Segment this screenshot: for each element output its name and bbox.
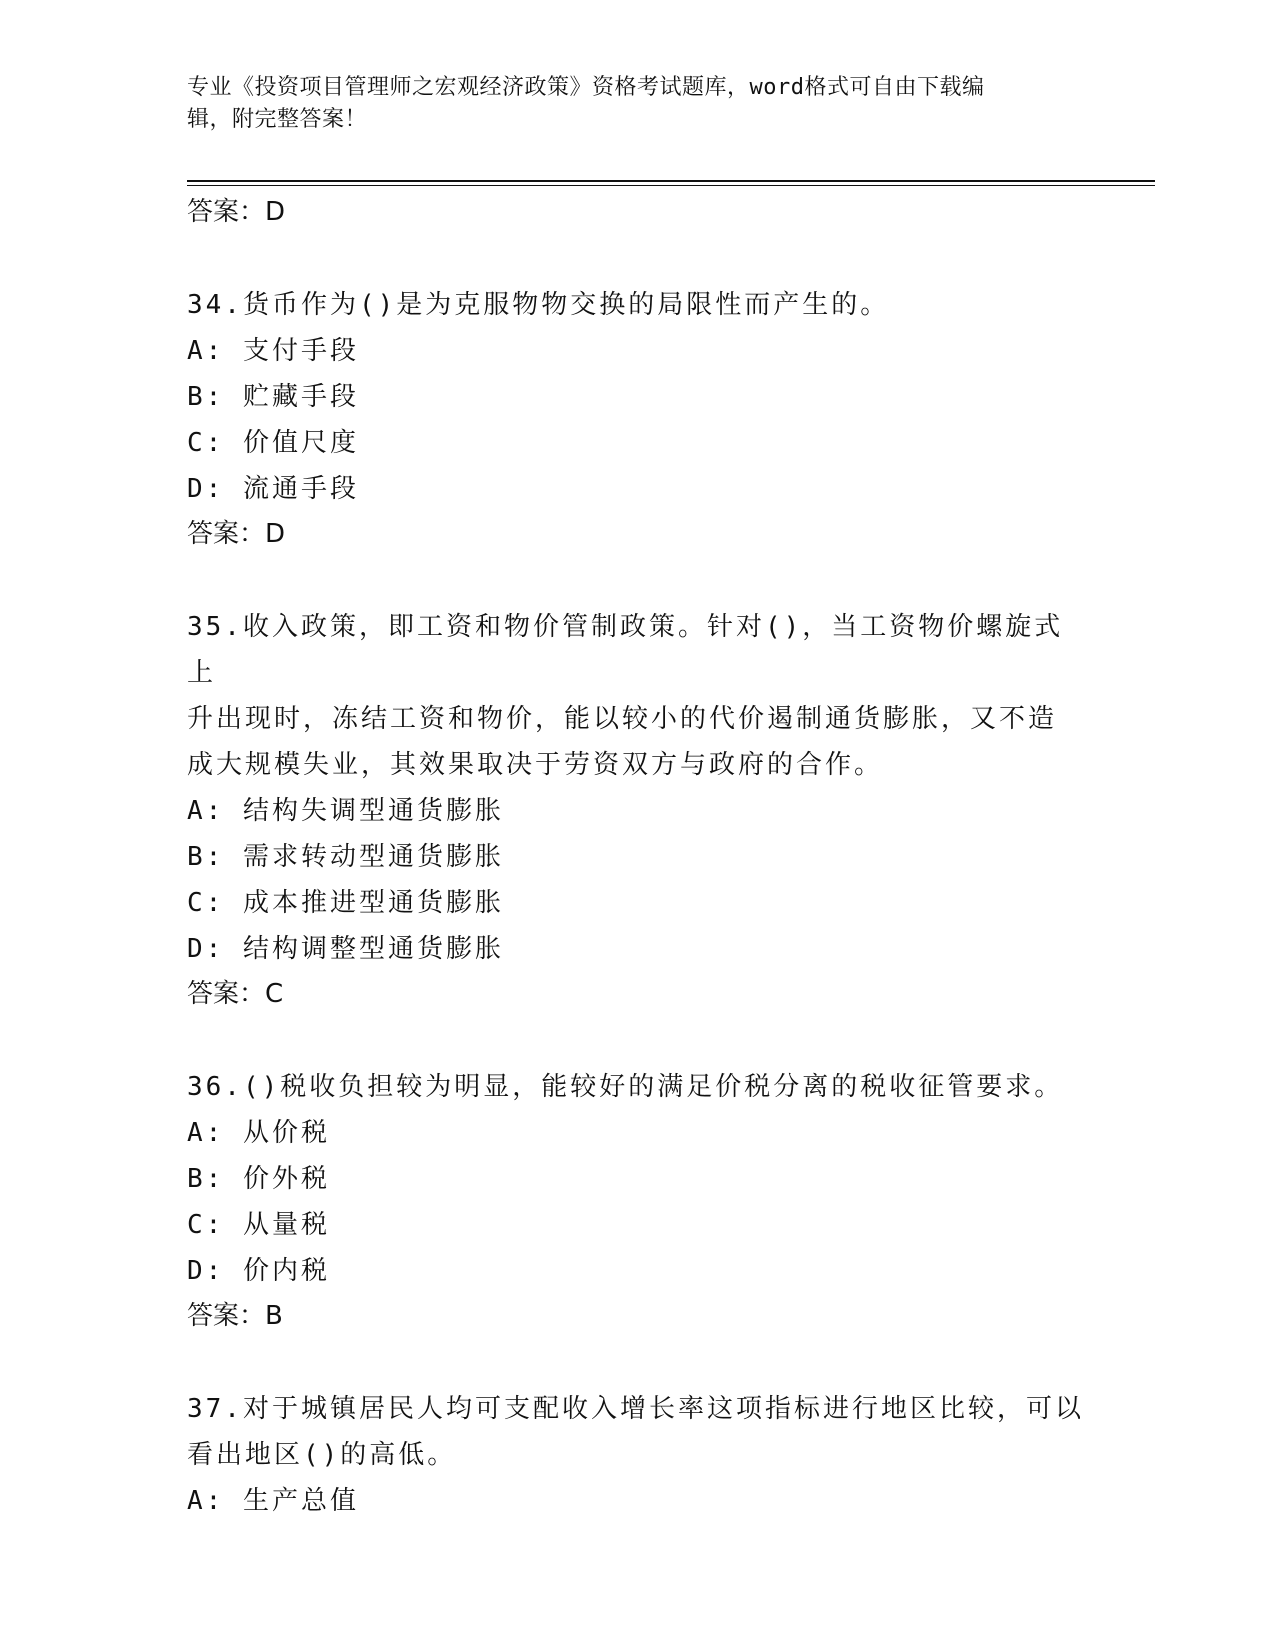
question-34 [187,282,1087,556]
question-stem-line: 升出现时，冻结工资和物价，能以较小的代价遏制通货膨胀，又不造 [187,704,1058,734]
header-rule-thick [187,180,1155,182]
option-b: B: 价外税 [187,1164,330,1194]
answer-line: 答案：B [187,1301,283,1331]
option-a: A: 支付手段 [187,336,359,366]
header-line-1: 专业《投资项目管理师之宏观经济政策》资格考试题库，word格式可自由下载编 [187,75,985,100]
answer-line: 答案：D [187,519,286,549]
option-a: A: 生产总值 [187,1486,359,1516]
option-a: A: 结构失调型通货膨胀 [187,796,504,826]
option-c: C: 成本推进型通货膨胀 [187,888,504,918]
question-37 [187,1386,1087,1524]
option-d: D: 结构调整型通货膨胀 [187,934,504,964]
option-b: B: 贮藏手段 [187,382,359,412]
question-stem-line: 37.对于城镇居民人均可支配收入增长率这项指标进行地区比较，可以 [187,1394,1084,1424]
answer-line: 答案：C [187,979,284,1009]
option-a: A: 从价税 [187,1118,330,1148]
question-stem: 34.货币作为()是为克服物物交换的局限性而产生的。 [187,290,890,320]
question-stem: 36.()税收负担较为明显，能较好的满足价税分离的税收征管要求。 [187,1072,1064,1102]
question-stem-line: 成大规模失业，其效果取决于劳资双方与政府的合作。 [187,750,884,780]
document-header [187,72,1067,136]
question-stem-line: 看出地区()的高低。 [187,1440,457,1470]
option-d: D: 流通手段 [187,474,359,504]
header-rule-thin [187,185,1155,186]
question-36 [187,1064,1087,1338]
header-line-2: 辑，附完整答案！ [187,107,368,132]
option-c: C: 从量税 [187,1210,330,1240]
option-c: C: 价值尺度 [187,428,359,458]
question-stem-line: 35.收入政策，即工资和物价管制政策。针对()，当工资物价螺旋式上 [187,612,1064,688]
question-list [187,190,1087,1524]
question-35 [187,604,1087,1016]
answer-line: 答案：D [187,197,286,227]
option-d: D: 价内税 [187,1256,330,1286]
option-b: B: 需求转动型通货膨胀 [187,842,504,872]
